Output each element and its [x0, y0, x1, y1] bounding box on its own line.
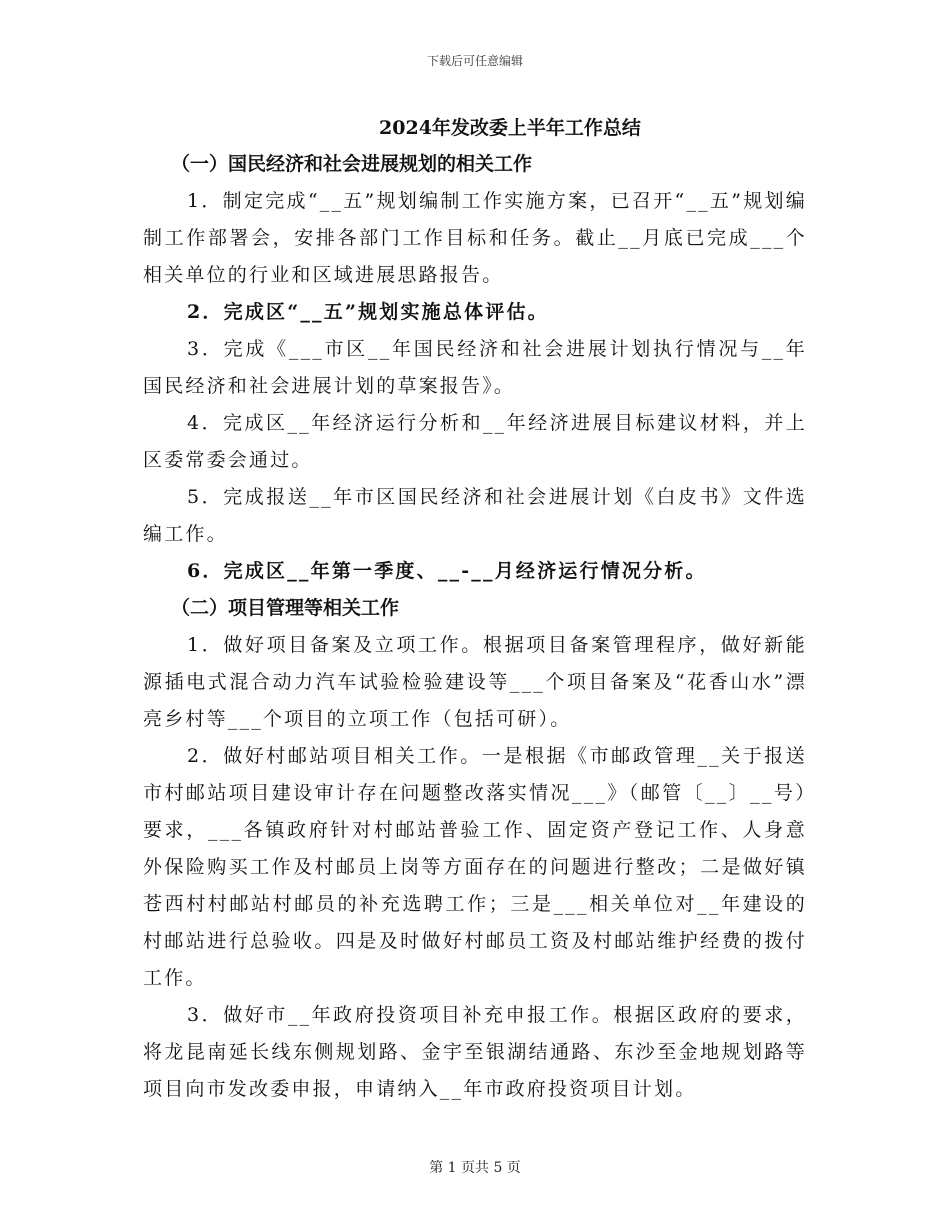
paragraph: 2．做好村邮站项目相关工作。一是根据《市邮政管理__关于报送市村邮站项目建设审计存在问题整改落实情况___》（邮管〔__〕__号）要求，___各镇政府针对村邮站普验工作、固定资产登记工作、人身意外保险购买工作及村邮员上岗等方面存在的问题进行整改；二是做好镇苍西村村邮站村邮员的补充选聘工作；三是___相关单位对__年建设的村邮站进行总验收。四是及时做好村邮员工资及村邮站维护经费的拨付工作。 — [143, 745, 807, 989]
paragraph: 1．做好项目备案及立项工作。根据项目备案管理程序，做好新能源插电式混合动力汽车试验检验建设等___个项目备案及“花香山水”漂亮乡村等___个项目的立项工作（包括可研）。 — [143, 634, 807, 730]
paragraph: 5．完成报送__年市区国民经济和社会进展计划《白皮书》文件选编工作。 — [143, 486, 807, 545]
page-footer: 第 1 页共 5 页 — [429, 1160, 521, 1176]
section-heading-2: （二）项目管理等相关工作 — [171, 597, 400, 619]
paragraph: 6．完成区__年第一季度、__-__月经济运行情况分析。 — [187, 560, 707, 582]
document-body — [143, 112, 807, 1108]
paragraph: 2．完成区“__五”规划实施总体评估。 — [187, 301, 549, 323]
document-title: 2024年发改委上半年工作总结 — [379, 117, 641, 139]
paragraph: 3．完成《___市区__年国民经济和社会进展计划执行情况与__年国民经济和社会进展计划的草案报告》。 — [143, 338, 807, 397]
section-heading-1: （一）国民经济和社会进展规划的相关工作 — [171, 153, 533, 175]
page-header: 下载后可任意编辑 — [426, 54, 523, 68]
paragraph: 3．做好市__年政府投资项目补充申报工作。根据区政府的要求，将龙昆南延长线东侧规划路、金宇至银湖结通路、东沙至金地规划路等项目向市发改委申报，申请纳入__年市政府投资项目计划。 — [143, 1004, 807, 1100]
paragraph: 1．制定完成“__五”规划编制工作实施方案，已召开“__五”规划编制工作部署会，安排各部门工作目标和任务。截止__月底已完成___个相关单位的行业和区域进展思路报告。 — [143, 190, 807, 286]
paragraph: 4．完成区__年经济运行分析和__年经济进展目标建议材料，并上区委常委会通过。 — [143, 412, 807, 471]
